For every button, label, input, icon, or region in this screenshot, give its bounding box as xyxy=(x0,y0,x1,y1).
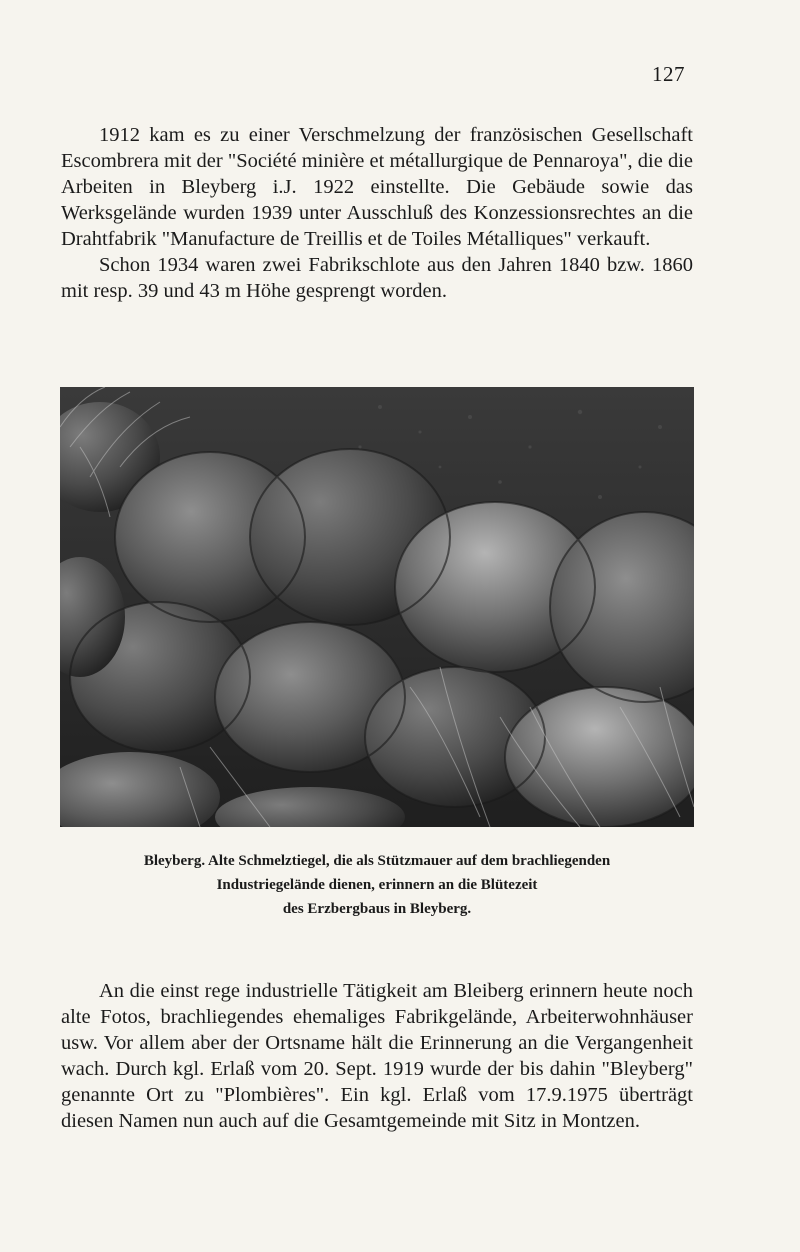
caption-line-1: Bleyberg. Alte Schmelztiegel, die als Stützmauer auf dem brachliegenden xyxy=(143,853,611,869)
photo-caption xyxy=(60,849,694,921)
page-number: 127 xyxy=(652,62,685,86)
top-text xyxy=(61,122,693,304)
paragraph-merger: 1912 kam es zu einer Verschmelzung der französischen Gesellschaft Escombrera mit der "Société minière et métallurgique de Pennaroya", die die Arbeiten in Bleyberg i.J. 1922 einstellte. Die Gebäude sowie das Werksgelände wurden 1939 unter Ausschluß des Konzessionsrechtes an die Drahtfabrik "Manufacture de Treillis et de Toiles Métalliques" verkauft. xyxy=(61,124,693,250)
paragraph-place-name: An die einst rege industrielle Tätigkeit am Bleiberg erinnern heute noch alte Fotos, brachliegendes ehemaliges Fabrikgelände, Arbeiterwohnhäuser usw. Vor allem aber der Ortsname hält die Erinnerung an die Vergangenheit wach. Durch kgl. Erlaß vom 20. Sept. 1919 wurde der bis dahin "Bleyberg" genannte Ort zu "Plombières". Ein kgl. Erlaß vom 17.9.1975 überträgt diesen Namen nun auch auf die Gesamtgemeinde mit Sitz in Montzen. xyxy=(61,980,693,1132)
bottom-text xyxy=(61,978,693,1134)
caption-line-3: des Erzbergbaus in Bleyberg. xyxy=(282,901,472,917)
crucible-wall-photo xyxy=(60,387,694,827)
paragraph-chimneys: Schon 1934 waren zwei Fabrikschlote aus den Jahren 1840 bzw. 1860 mit resp. 39 und 43 m Höhe gesprengt worden. xyxy=(61,254,693,302)
caption-line-2: Industriegelände dienen, erinnern an die Blütezeit xyxy=(216,877,538,893)
